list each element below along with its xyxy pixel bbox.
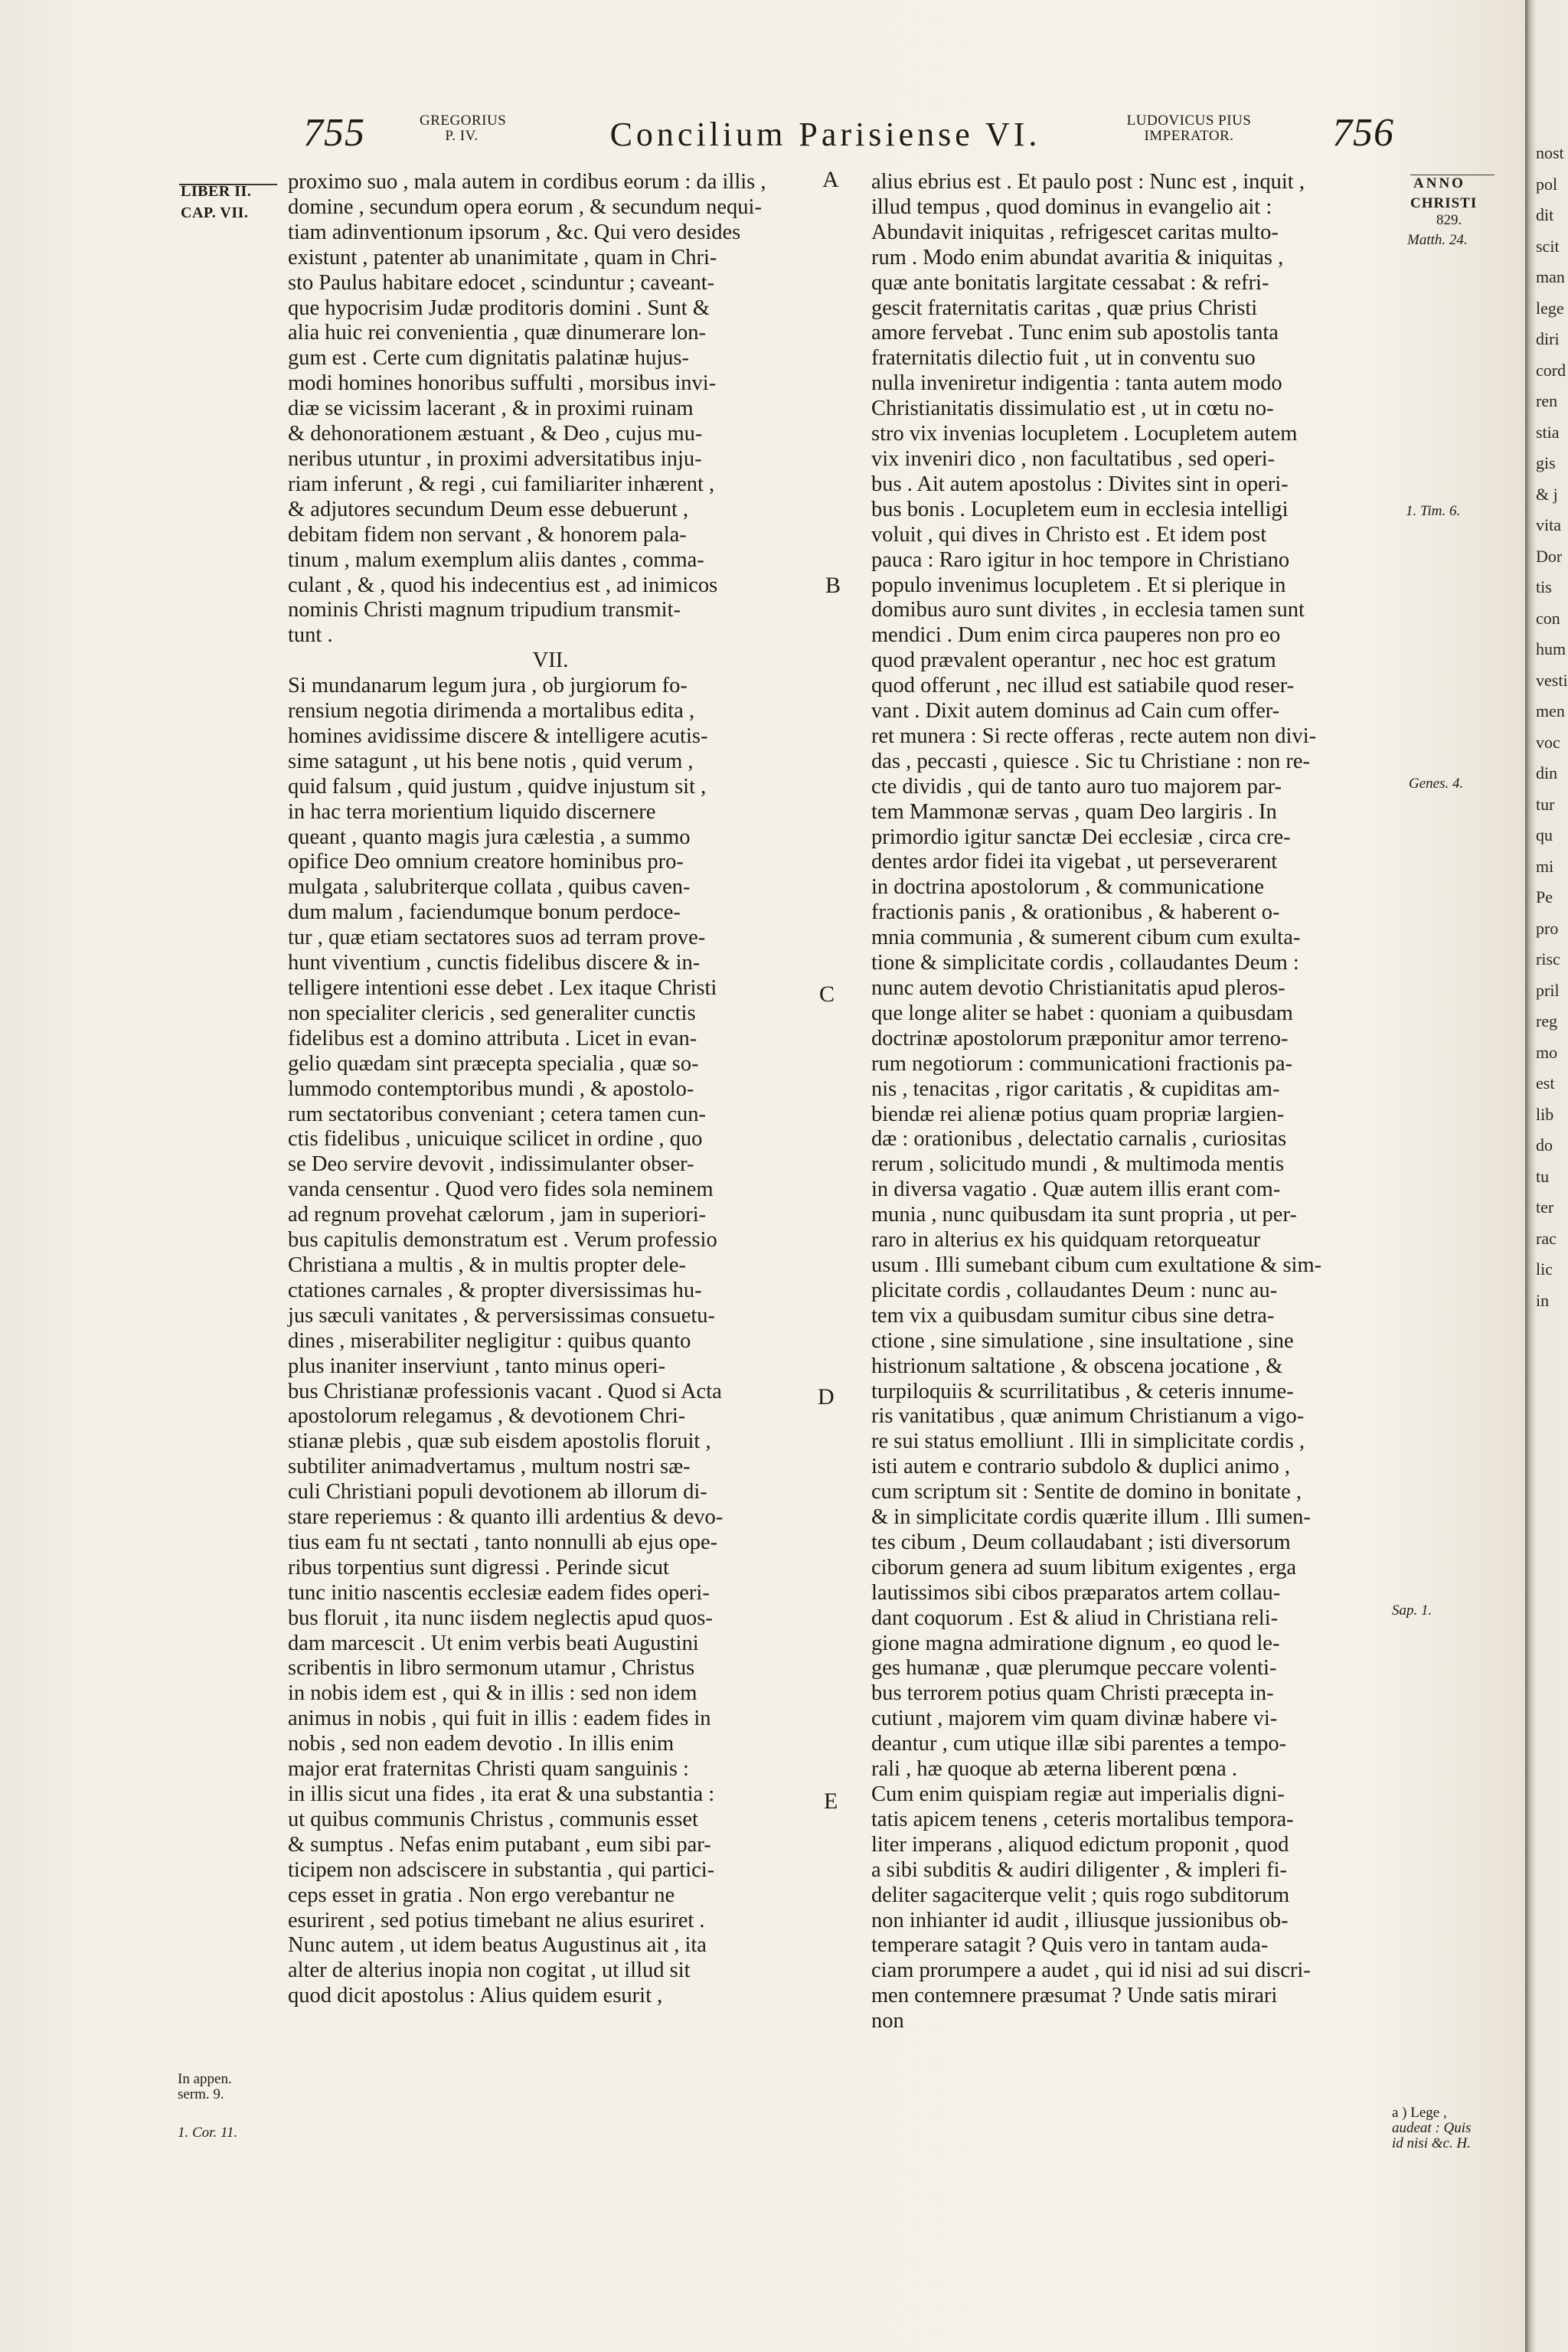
right-column-line: nis , tenacitas , rigor caritatis , & cupiditas am-	[871, 1076, 1280, 1101]
left-column-line: tunc initio nascentis ecclesiæ eadem fides operi-	[288, 1580, 710, 1605]
right-column-line: ges humanæ , quæ plerumque peccare volenti-	[871, 1656, 1277, 1681]
left-column-line: lummodo contemptoribus mundi , & apostolo-	[288, 1076, 694, 1101]
next-page-fragment: lib	[1536, 1104, 1554, 1124]
left-column-line: alter de alterius inopia non cogitat , ut illud sit	[288, 1958, 691, 1983]
left-column-line: ticipem non adsciscere in substantia , qui partici-	[288, 1857, 715, 1882]
right-column-line: gescit fraternitatis caritas , quæ prius Christi	[871, 296, 1258, 320]
right-column-line: rum . Modo enim abundat avaritia & iniquitas ,	[871, 245, 1284, 270]
right-column-line: plicitate cordis , collaudantes Deum : nunc au-	[871, 1278, 1278, 1302]
margin-reference-genesis: Genes. 4.	[1409, 776, 1464, 792]
section-letter-d: D	[818, 1384, 835, 1410]
chapter-label: CAP. VII.	[181, 204, 249, 221]
left-column-line: quid falsum , quid justum , quidve injustum sit ,	[288, 774, 707, 799]
left-column-line: bus Christianæ professionis vacant . Quod si Acta	[288, 1379, 722, 1403]
right-column-line: vant . Dixit autem dominus ad Cain cum offer-	[871, 699, 1280, 724]
running-header	[0, 111, 1525, 155]
next-page-fragment: in	[1536, 1290, 1550, 1310]
section-letter-e: E	[824, 1788, 838, 1814]
right-column-line: temperare satagit ? Quis vero in tantam auda-	[871, 1933, 1269, 1958]
footnote-line1: a ) Lege ,	[1392, 2105, 1447, 2121]
next-page-fragment: Dor	[1536, 546, 1563, 566]
margin-reference-timothy: 1. Tim. 6.	[1406, 503, 1461, 519]
right-column-line: deliter sagaciterque velit ; quis rogo subditorum	[871, 1883, 1290, 1907]
right-column-line: raro in alterius ex his quidquam retorqueatur	[871, 1228, 1261, 1253]
left-column-line: modi homines honoribus suffulti , morsibus invi-	[288, 371, 717, 396]
footnote-line3: id nisi &c. H.	[1392, 2135, 1471, 2151]
next-page-fragment: men	[1536, 701, 1565, 720]
next-page-fragment: nost	[1536, 143, 1564, 162]
running-head-left-line2: P. IV.	[445, 128, 479, 144]
left-column-line: culant , & , quod his indecentius est , ad inimicos	[288, 573, 718, 597]
next-page-fragment: vesti	[1536, 670, 1568, 690]
right-column-line: Cum enim quispiam regiæ aut imperialis digni-	[871, 1782, 1285, 1806]
margin-reference-augustine	[178, 2072, 285, 2102]
section-letter-b: B	[825, 573, 841, 598]
right-column-line: rerum , solicitudo mundi , & multimoda mentis	[871, 1152, 1285, 1177]
next-page-fragment: con	[1536, 608, 1560, 628]
right-column-line: biendæ rei alienæ potius quam propriæ largien-	[871, 1102, 1285, 1126]
left-column-line: tiam adinventionum ipsorum , &c. Qui vero desides	[288, 220, 741, 244]
left-column-line: tinum , malum exemplum aliis dantes , comma-	[288, 547, 704, 572]
right-column-line: tem vix a quibusdam sumitur cibus sine detra-	[871, 1303, 1275, 1328]
right-column-line: isti autem e contrario subdolo & duplici animo ,	[871, 1455, 1290, 1479]
right-column-line: re sui status emolliunt . Illi in simplicitate cordis ,	[871, 1429, 1305, 1454]
right-column-line: mnia communia , & sumerent cibum cum exulta-	[871, 926, 1301, 950]
right-column-line: quæ ante bonitatis largitate cessabat : & refri-	[871, 270, 1269, 295]
next-page-fragment: hum	[1536, 639, 1566, 658]
year-label: 829.	[1436, 212, 1462, 228]
left-column-line: stianæ plebis , quæ sub eisdem apostolis floruit ,	[288, 1429, 711, 1454]
page-number-right: 756	[1332, 111, 1394, 155]
right-column-line: munia , nunc quibusdam ita sunt propria , ut per-	[871, 1203, 1297, 1227]
right-column-line: amore fervebat . Tunc enim sub apostolis tanta	[871, 321, 1279, 345]
right-column-line: dentes ardor fidei ita vigebat , ut perseverarent	[871, 850, 1278, 874]
next-page-fragment: risc	[1536, 949, 1560, 969]
right-column-line: tes cibum , Deum collaudabant ; isti diversorum	[871, 1530, 1291, 1554]
right-column-line: bus bonis . Locupletem eum in ecclesia intelligi	[871, 497, 1289, 521]
right-column-line: domibus auro sunt divites , in ecclesia tamen sunt	[871, 598, 1305, 622]
right-column-line: mendici . Dum enim circa pauperes non pro eo	[871, 623, 1281, 648]
right-column-line: deantur , cum utique illæ sibi parentes a tempo-	[871, 1732, 1287, 1756]
right-column-line: non inhianter id audit , illiusque jussionibus ob-	[871, 1908, 1289, 1932]
next-page-fragment: Pe	[1536, 887, 1553, 906]
right-column-line: usum . Illi sumebant cibum cum exultatione & sim-	[871, 1253, 1322, 1277]
right-column-line: que longe aliter se habet : quoniam a quibusdam	[871, 1001, 1293, 1025]
running-head-right	[1124, 113, 1254, 144]
next-page-fragment: cord	[1536, 360, 1566, 380]
right-column-line: Christianitatis dissimulatio est , ut in cœtu no-	[871, 397, 1274, 421]
right-column-line: histrionum saltatione , & obscena jocatione , &	[871, 1354, 1283, 1378]
right-column-line: non	[871, 2009, 904, 2034]
next-page-fragment: lege	[1536, 298, 1564, 318]
left-column-line: dum malum , faciendumque bonum perdoce-	[288, 900, 681, 925]
next-page-fragment: scit	[1536, 236, 1560, 256]
right-column-line: cte dividis , qui de tanto auro tuo majorem par-	[871, 774, 1282, 799]
next-page-edge	[1525, 0, 1568, 2352]
right-column-line: illud tempus , quod dominus in evangelio ait :	[871, 194, 1272, 219]
left-column-line: plus inaniter inserviunt , tanto minus operi-	[288, 1354, 666, 1378]
next-page-fragment: vita	[1536, 515, 1561, 534]
margin-reference-line1: In appen.	[178, 2071, 232, 2087]
next-page-fragment: mo	[1536, 1042, 1558, 1062]
running-head-right-line1: LUDOVICUS PIUS	[1126, 113, 1252, 129]
footnote	[1392, 2105, 1522, 2151]
left-column-line: esurirent , sed potius timebant ne alius esuriret .	[288, 1908, 705, 1932]
right-column-line: ris vanitatibus , quæ animum Christianum a vigo-	[871, 1404, 1305, 1429]
left-column-line: sto Paulus habitare edocet , scinduntur ; caveant-	[288, 270, 715, 295]
left-column-line: jus sæculi vanitates , & perversissimas consuetu-	[288, 1303, 716, 1328]
left-column-line: animus in nobis , qui fuit in illis : eadem fides in	[288, 1707, 711, 1731]
right-column-line: bus terrorem potius quam Christi præcepta in-	[871, 1681, 1274, 1706]
right-column-line: alius ebrius est . Et paulo post : Nunc est , inquit ,	[871, 170, 1305, 194]
left-column-line: diæ se vicissim lacerant , & in proximi ruinam	[288, 397, 694, 421]
right-text-column	[871, 170, 1395, 2034]
footnote-line2: audeat : Quis	[1392, 2120, 1472, 2136]
left-text-column	[288, 170, 813, 2009]
next-page-fragment: din	[1536, 763, 1558, 782]
left-column-line: bus floruit , ita nunc iisdem neglectis apud quos-	[288, 1606, 713, 1630]
right-column-line: ciam prorumpere a audet , qui id nisi ad sui discri-	[871, 1958, 1311, 1983]
next-page-text-fragments	[1536, 138, 1568, 1316]
next-page-fragment: ter	[1536, 1197, 1554, 1217]
right-column-line: tatis apicem tenens , ceteris mortalibus tempora-	[871, 1807, 1294, 1831]
next-page-fragment: pro	[1536, 918, 1559, 938]
right-column-line: populo invenimus locupletem . Et si plerique in	[871, 573, 1286, 597]
left-column-line: fidelibus est a domino attributa . Licet in evan-	[288, 1026, 697, 1050]
left-column-line: culi Christiani populi devotionem ab illorum di-	[288, 1480, 707, 1504]
next-page-fragment: rac	[1536, 1228, 1557, 1248]
right-column-line: pauca : Raro igitur in hoc tempore in Christiano	[871, 547, 1290, 572]
left-column-line: hunt viventium , cunctis fidelibus discere & in-	[288, 951, 701, 975]
right-column-line: stro vix invenias locupletem . Locupletem autem	[871, 422, 1298, 446]
running-head-right-line2: IMPERATOR.	[1144, 128, 1234, 144]
left-column-line: subtiliter animadvertamus , multum nostri sæ-	[288, 1455, 691, 1479]
anno-label: ANNO	[1413, 175, 1465, 191]
next-page-fragment: reg	[1536, 1011, 1558, 1031]
left-column-line: ctis fidelibus , unicuique scilicet in ordine , quo	[288, 1127, 703, 1152]
left-column-line: in nobis idem est , qui & in illis : sed non idem	[288, 1681, 697, 1706]
right-column-line: in diversa vagatio . Quæ autem illis erant com-	[871, 1178, 1281, 1202]
left-column-line: major erat fraternitas Christi quam sanguinis :	[288, 1757, 689, 1782]
right-column-line: doctrinæ apostolorum præponitur amor terreno-	[871, 1026, 1289, 1050]
next-page-fragment: ren	[1536, 391, 1558, 410]
left-column-line: nominis Christi magnum tripudium transmit-	[288, 598, 681, 622]
left-column-line: apostolorum relegamus , & devotionem Chri-	[288, 1404, 686, 1429]
left-column-line: rensium negotia dirimenda a mortalibus edita ,	[288, 699, 695, 724]
left-column-line: & sumptus . Nefas enim putabant , eum sibi par-	[288, 1832, 711, 1857]
left-column-line: quod dicit apostolus : Alius quidem esurit ,	[288, 1984, 663, 2008]
right-column-line: dant coquorum . Est & aliud in Christiana reli-	[871, 1606, 1279, 1630]
next-page-fragment: tur	[1536, 794, 1555, 814]
next-page-fragment: gis	[1536, 453, 1556, 472]
next-page-fragment: lic	[1536, 1259, 1553, 1279]
left-column-line: in illis sicut una fides , ita erat & una substantia :	[288, 1782, 715, 1806]
left-column-line: Nunc autem , ut idem beatus Augustinus ait , ita	[288, 1933, 707, 1958]
left-column-line: se Deo servire devovit , indissimulanter obser-	[288, 1152, 694, 1177]
right-column-line: bus . Ait autem apostolus : Divites sint in operi-	[871, 472, 1289, 496]
right-column-line: gione magna admiratione dignum , eo quod le-	[871, 1631, 1280, 1655]
next-page-fragment: stia	[1536, 422, 1560, 442]
right-column-line: liter imperans , aliquod edictum proponit , quod	[871, 1832, 1289, 1857]
right-column-line: turpiloquiis & scurrilitatibus , & ceteris innume-	[871, 1379, 1294, 1403]
left-column-line: dam marcescit . Ut enim verbis beati Augustini	[288, 1631, 699, 1655]
right-column-line: cutiunt , majorem vim quam divinæ habere vi-	[871, 1707, 1278, 1731]
left-column-line: proximo suo , mala autem in cordibus eorum : da illis ,	[288, 170, 766, 194]
right-column-line: men contemnere præsumat ? Unde satis mirari	[871, 1984, 1278, 2008]
margin-reference-matthew: Matth. 24.	[1407, 232, 1468, 248]
left-column-line: & adjutores secundum Deum esse debuerunt ,	[288, 497, 689, 521]
left-column-line: neribus utuntur , in proximi adversitatibus inju-	[288, 446, 702, 471]
next-page-fragment: do	[1536, 1135, 1553, 1155]
left-column-line: VII.	[532, 648, 569, 673]
right-column-line: in doctrina apostolorum , & communicatione	[871, 875, 1264, 900]
margin-reference-corinthians: 1. Cor. 11.	[178, 2125, 238, 2141]
left-column-line: opifice Deo omnium creatore hominibus pro-	[288, 850, 684, 874]
right-column-line: fractionis panis , & orationibus , & haberent o-	[871, 900, 1280, 925]
running-head-left	[420, 113, 507, 144]
left-column-line: homines avidissime discere & intelligere acutis-	[288, 724, 708, 748]
next-page-fragment: dit	[1536, 205, 1554, 224]
right-column-line: voluit , qui dives in Christo est . Et idem post	[871, 522, 1267, 547]
left-column-line: Si mundanarum legum jura , ob jurgiorum fo-	[288, 674, 688, 698]
next-page-fragment: diri	[1536, 329, 1560, 348]
next-page-fragment: & j	[1536, 484, 1558, 504]
right-column-line: a sibi subditis & audiri diligenter , & impleri fi-	[871, 1857, 1288, 1882]
liber-label: LIBER II.	[181, 183, 252, 200]
right-column-line: dæ : orationibus , delectatio carnalis , curiositas	[871, 1127, 1287, 1152]
next-page-fragment: tis	[1536, 577, 1552, 596]
right-column-line: das , peccasti , quiesce . Sic tu Christiane : non re-	[871, 749, 1311, 773]
right-column-line: rum negotiorum : communicationi fractionis pa-	[871, 1051, 1293, 1076]
left-column-line: ut quibus communis Christus , communis esset	[288, 1807, 698, 1831]
left-column-line: dines , miserabiliter negligitur : quibus quanto	[288, 1328, 691, 1353]
left-column-line: domine , secundum opera eorum , & secundum nequi-	[288, 194, 762, 219]
right-column-line: ret munera : Si recte offeras , recte autem non divi-	[871, 724, 1317, 748]
left-column-line: nobis , sed non eadem devotio . In illis enim	[288, 1732, 675, 1756]
left-column-line: debitam fidem non servant , & honorem pala-	[288, 522, 687, 547]
left-column-line: sime satagunt , ut his bene notis , quid verum ,	[288, 749, 694, 773]
right-column-line: ciborum genera ad suum libitum exigentes , erga	[871, 1555, 1297, 1579]
margin-reference-sapientia: Sap. 1.	[1392, 1602, 1432, 1619]
left-column-line: telligere intentioni esse debet . Lex itaque Christi	[288, 976, 717, 1000]
next-page-fragment: pril	[1536, 980, 1560, 1000]
right-column-line: rali , hæ quoque ab æterna liberent pœna .	[871, 1757, 1238, 1782]
left-column-line: stare reperiemus : & quanto illi ardentius & devo-	[288, 1505, 724, 1530]
left-column-line: existunt , patenter ab unanimitate , quam in Chri-	[288, 245, 717, 270]
right-column-line: quod prævalent operantur , nec hoc est gratum	[871, 648, 1276, 673]
left-column-line: alia huic rei convenientia , quæ dinumerare lon-	[288, 321, 707, 345]
left-column-line: ceps esset in gratia . Non ergo verebantur ne	[288, 1883, 675, 1907]
right-column-line: fraternitatis dilectio fuit , ut in conventu suo	[871, 346, 1256, 371]
left-column-line: riam inferunt , & regi , cui familiariter inhærent ,	[288, 472, 715, 496]
left-column-line: scribentis in libro sermonum utamur , Christus	[288, 1656, 695, 1681]
left-column-line: ctationes carnales , & propter diversissimas hu-	[288, 1278, 702, 1302]
left-column-line: in hac terra morientium liquido discernere	[288, 799, 656, 824]
page-number-left: 755	[303, 111, 365, 155]
left-column-line: tur , quæ etiam sectatores suos ad terram prove-	[288, 926, 706, 950]
right-column-line: lautissimos sibi cibos præparatos artem collau-	[871, 1580, 1281, 1605]
next-page-fragment: man	[1536, 267, 1565, 286]
left-column-line: mulgata , salubriterque collata , quibus caven-	[288, 875, 691, 900]
left-column-line: bus capitulis demonstratum est . Verum professio	[288, 1228, 717, 1253]
right-column-line: quod offerunt , nec illud est satiabile quod reser-	[871, 674, 1295, 698]
left-column-line: ribus torpentius sunt digressi . Perinde sicut	[288, 1555, 669, 1579]
right-column-line: cum scriptum sit : Sentite de domino in bonitate ,	[871, 1480, 1302, 1504]
section-letter-c: C	[819, 982, 835, 1007]
right-column-line: nulla inveniretur indigentia : tanta autem modo	[871, 371, 1282, 396]
left-column-line: ad regnum provehat cælorum , jam in superiori-	[288, 1203, 707, 1227]
next-page-fragment: tu	[1536, 1166, 1550, 1186]
left-column-line: queant , quanto magis jura cælestia , a summo	[288, 825, 691, 849]
section-letter-a: A	[822, 167, 839, 192]
right-column-line: nunc autem devotio Christianitatis apud pleros-	[871, 976, 1285, 1000]
left-column-line: tius eam fu nt sectati , tanto nonnulli ab ejus ope-	[288, 1530, 718, 1554]
left-column-line: vanda censentur . Quod vero fides sola neminem	[288, 1178, 714, 1202]
left-column-line: tunt .	[288, 623, 333, 648]
left-column-line: que hypocrisim Judæ proditoris domini . Sunt &	[288, 296, 710, 320]
left-column-line: gelio quædam sint præcepta specialia , quæ so-	[288, 1051, 699, 1076]
next-page-fragment: mi	[1536, 856, 1554, 876]
right-column-line: & in simplicitate cordis quærite illum . Illi sumen-	[871, 1505, 1311, 1530]
margin-reference-line2: serm. 9.	[178, 2086, 224, 2102]
running-head-left-line1: GREGORIUS	[420, 113, 507, 129]
right-column-line: tione & simplicitate cordis , collaudantes Deum :	[871, 951, 1299, 975]
right-column-line: primordio igitur sanctæ Dei ecclesiæ , circa cre-	[871, 825, 1291, 849]
page-title: Concilium Parisiense VI.	[609, 116, 1041, 153]
next-page-fragment: voc	[1536, 732, 1560, 752]
right-column-line: ctione , sine simulatione , sine insultatione , sine	[871, 1328, 1294, 1353]
christi-label: CHRISTI	[1410, 195, 1478, 211]
next-page-fragment: pol	[1536, 174, 1558, 194]
next-page-fragment: qu	[1536, 825, 1553, 844]
right-column-line: Abundavit iniquitas , refrigescet caritas multo-	[871, 220, 1279, 244]
left-column-line: rum sectatoribus conveniant ; cetera tamen cun-	[288, 1102, 707, 1126]
left-column-line: Christiana a multis , & in multis propter dele-	[288, 1253, 687, 1277]
right-column-line: tem Mammonæ servas , quam Deo largiris . In	[871, 799, 1277, 824]
next-page-fragment: est	[1536, 1073, 1555, 1093]
left-column-line: gum est . Certe cum dignitatis palatinæ hujus-	[288, 346, 690, 371]
right-column-line: vix inveniri dico , non facultatibus , sed operi-	[871, 446, 1276, 471]
left-column-line: non specialiter clericis , sed generaliter cunctis	[288, 1001, 696, 1025]
left-column-line: & dehonorationem æstuant , & Deo , cujus mu-	[288, 422, 703, 446]
